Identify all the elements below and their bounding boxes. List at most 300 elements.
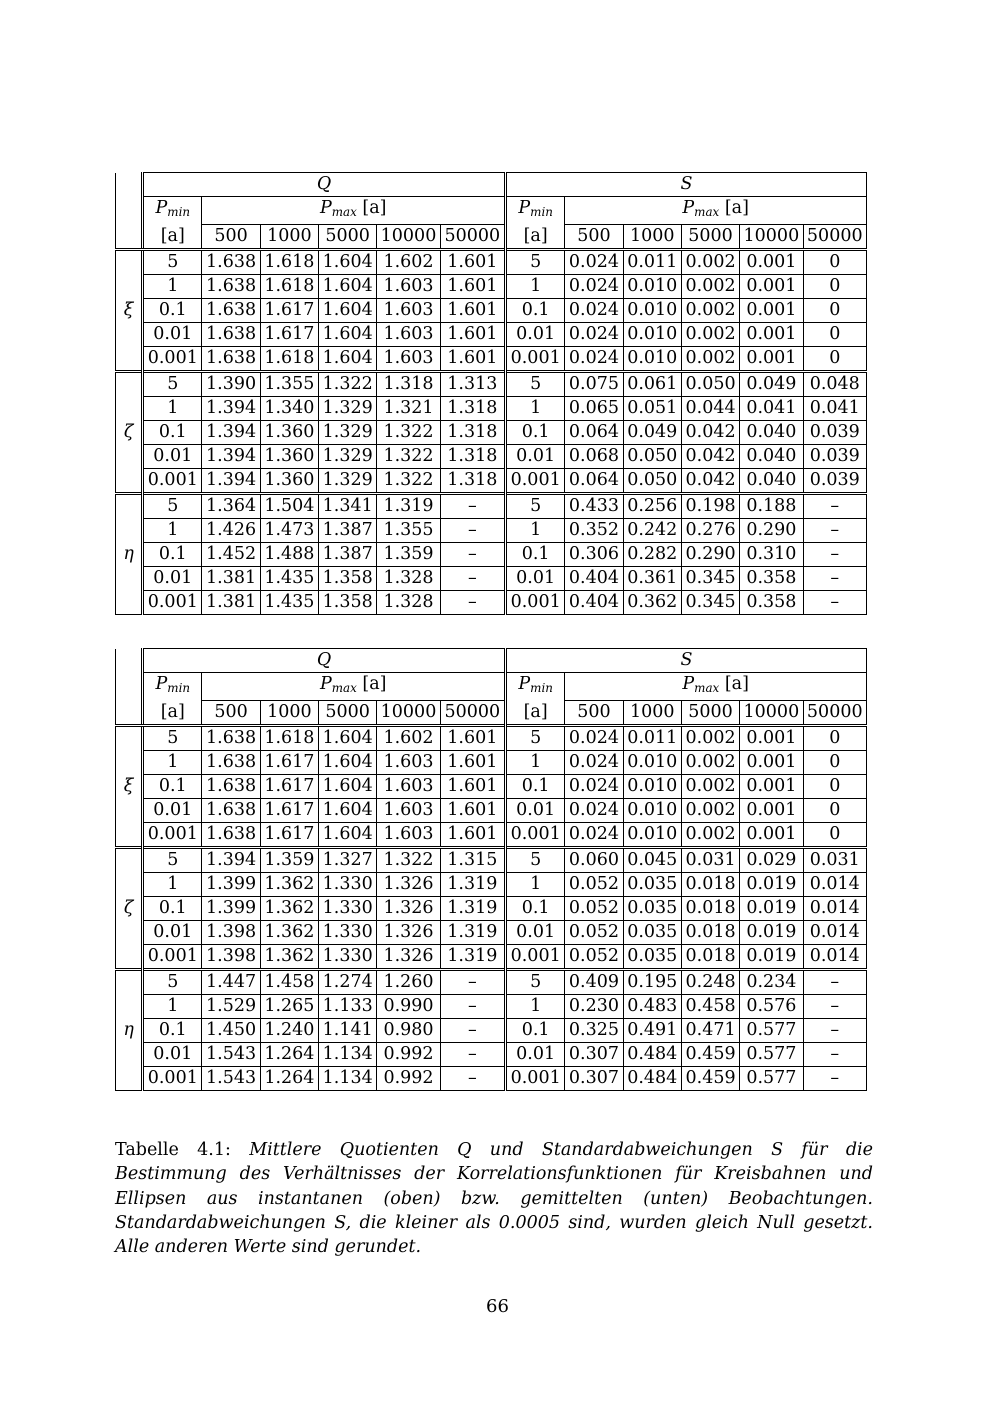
q-value-cell: 1.133 [319,994,377,1018]
s-value-cell: – [803,566,866,590]
s-value-cell: 0.014 [803,944,866,969]
p-subscript: min [167,205,191,220]
pmax-value-header: 500 [202,224,260,249]
s-value-cell: – [803,518,866,542]
s-value-cell: 0.001 [740,274,803,298]
group-header-s [506,173,867,197]
q-value-cell: 1.319 [440,872,505,896]
pmin-cell: 0.001 [506,822,565,847]
s-value-cell: 0 [803,774,866,798]
table-row [116,798,867,822]
q-value-cell: 1.458 [260,969,318,994]
page-number: 66 [486,1296,509,1317]
pmin-unit-s: [a] [506,700,565,725]
pmin-cell: 0.01 [143,566,202,590]
s-value-cell: 0 [803,822,866,847]
q-value-cell: 1.362 [260,896,318,920]
p-subscript: max [694,680,720,695]
results-table-instantaneous [115,172,867,615]
q-value-cell: – [440,969,505,994]
q-value-cell: 1.381 [202,566,260,590]
q-value-cell: 1.617 [260,798,318,822]
table-row [116,847,867,872]
pmin-cell: 0.01 [143,798,202,822]
s-value-cell: 0.459 [681,1066,739,1090]
q-value-cell: 1.264 [260,1066,318,1090]
q-value-cell: – [440,566,505,590]
s-value-cell: 0.001 [740,346,803,371]
s-value-cell: 0.290 [740,518,803,542]
header-row-group [116,173,867,197]
table-row [116,396,867,420]
pmax-value-header: 500 [202,700,260,725]
pmin-unit-q: [a] [143,224,202,249]
q-value-cell: 1.601 [440,274,505,298]
s-value-cell: 0.002 [681,822,739,847]
s-value-cell: 0.031 [681,847,739,872]
pmin-cell: 0.1 [143,298,202,322]
pmin-cell: 1 [143,872,202,896]
q-value-cell: 1.426 [202,518,260,542]
q-value-cell: 1.617 [260,822,318,847]
s-value-cell: 0.001 [740,822,803,847]
s-value-cell: 0.050 [623,444,681,468]
table-row [116,468,867,493]
pmin-cell: 1 [506,518,565,542]
q-value-cell: 1.394 [202,444,260,468]
p-symbol: P [319,198,332,218]
q-value-cell: 1.601 [440,725,505,750]
row-group-symbol: ζ [116,847,143,969]
pmax-value-header: 1000 [260,224,318,249]
q-value-cell: – [440,590,505,614]
pmin-cell: 0.01 [506,322,565,346]
s-value-cell: 0.290 [681,542,739,566]
pmin-cell: 1 [506,994,565,1018]
p-subscript: max [694,204,720,219]
q-value-cell: 1.603 [377,798,440,822]
pmax-unit: [a] [362,198,387,218]
s-value-cell: 0.002 [681,798,739,822]
q-value-cell: 1.604 [319,322,377,346]
q-value-cell: 1.265 [260,994,318,1018]
s-value-cell: 0.282 [623,542,681,566]
row-group-symbol: ξ [116,725,143,847]
s-value-cell: 0.010 [623,274,681,298]
s-value-cell: 0.052 [565,872,623,896]
p-subscript: max [331,204,357,219]
s-value-cell: – [803,542,866,566]
q-value-cell: 1.355 [377,518,440,542]
group-header-q [143,649,506,673]
q-value-cell: 1.543 [202,1042,260,1066]
s-value-cell: 0.002 [681,322,739,346]
s-value-cell: 0.064 [565,468,623,493]
s-value-cell: 0.002 [681,725,739,750]
q-value-cell: 1.318 [377,371,440,396]
table-row [116,420,867,444]
s-value-cell: 0.024 [565,274,623,298]
table-row [116,920,867,944]
s-value-cell: 0.011 [623,725,681,750]
s-value-cell: 0.002 [681,346,739,371]
q-value-cell: 1.617 [260,750,318,774]
q-value-cell: 1.329 [319,396,377,420]
q-value-cell: 1.399 [202,872,260,896]
q-value-cell: 1.601 [440,322,505,346]
results-table-averaged [115,648,867,1091]
header-row-labels [116,197,867,225]
s-value-cell: 0.577 [740,1066,803,1090]
pmin-cell: 0.01 [143,920,202,944]
pmin-cell: 5 [143,725,202,750]
q-value-cell: 1.603 [377,346,440,371]
q-value-cell: 1.360 [260,444,318,468]
q-value-cell: 1.341 [319,493,377,518]
q-value-cell: 1.318 [440,468,505,493]
s-value-cell: 0.010 [623,798,681,822]
s-value-cell: 0.230 [565,994,623,1018]
row-group-symbol: ζ [116,371,143,493]
q-value-cell: 1.387 [319,518,377,542]
s-value-cell: 0.310 [740,542,803,566]
s-value-cell: 0.306 [565,542,623,566]
q-value-cell: 1.340 [260,396,318,420]
q-value-cell: 1.618 [260,346,318,371]
s-value-cell: – [803,1018,866,1042]
q-value-cell: 1.601 [440,298,505,322]
s-value-cell: 0.345 [681,566,739,590]
s-value-cell: 0.042 [681,420,739,444]
q-value-cell: 1.319 [377,493,440,518]
table-row [116,444,867,468]
s-value-cell: 0.010 [623,822,681,847]
s-value-cell: 0.362 [623,590,681,614]
group-header-q [143,173,506,197]
q-value-cell: 1.313 [440,371,505,396]
q-value-cell: 1.355 [260,371,318,396]
q-value-cell: 1.321 [377,396,440,420]
q-value-cell: 1.604 [319,298,377,322]
pmin-unit-s: [a] [506,224,565,249]
pmax-value-header: 5000 [681,700,739,725]
q-value-cell: 1.601 [440,774,505,798]
p-subscript: min [530,205,553,220]
pmax-value-header: 500 [565,700,623,725]
p-symbol: P [155,198,168,219]
q-value-cell: 1.330 [319,944,377,969]
s-value-cell: 0.024 [565,774,623,798]
pmin-cell: 0.01 [506,1042,565,1066]
s-value-cell: 0.031 [803,847,866,872]
s-value-cell: 0.024 [565,346,623,371]
q-value-cell: 1.603 [377,750,440,774]
s-value-cell: 0.049 [623,420,681,444]
q-value-cell: 1.604 [319,774,377,798]
q-value-cell: – [440,994,505,1018]
s-value-cell: – [803,590,866,614]
table-row [116,1066,867,1090]
pmin-cell: 0.01 [506,920,565,944]
s-value-cell: 0.035 [623,896,681,920]
s-value-cell: 0.039 [803,444,866,468]
q-value-cell: 1.330 [319,872,377,896]
q-value-cell: 1.360 [260,468,318,493]
s-value-cell: – [803,493,866,518]
table-row [116,298,867,322]
q-value-cell: 1.604 [319,822,377,847]
pmin-cell: 0.1 [506,298,565,322]
s-value-cell: 0.024 [565,798,623,822]
s-value-cell: 0.039 [803,468,866,493]
q-value-cell: 1.240 [260,1018,318,1042]
q-value-cell: 1.318 [440,420,505,444]
s-value-cell: 0.352 [565,518,623,542]
row-group-symbol: η [116,969,143,1090]
s-value-cell: 0.029 [740,847,803,872]
s-value-cell: 0.001 [740,249,803,274]
q-value-cell: 1.326 [377,896,440,920]
s-value-cell: 0.045 [623,847,681,872]
pmin-cell: 0.001 [143,822,202,847]
q-value-cell: 1.638 [202,725,260,750]
q-value-cell: 1.322 [377,847,440,872]
p-subscript: max [331,680,357,695]
pmax-value-header: 5000 [681,224,739,249]
s-value-cell: 0.024 [565,249,623,274]
s-value-cell: 0.019 [740,944,803,969]
pmax-value-header: 50000 [803,224,866,249]
q-value-cell: 1.435 [260,566,318,590]
table-row [116,542,867,566]
s-value-cell: 0.433 [565,493,623,518]
s-value-cell: 0.001 [740,774,803,798]
pmin-cell: 0.01 [506,444,565,468]
pmax-value-header: 1000 [623,700,681,725]
pmin-cell: 0.1 [143,1018,202,1042]
q-value-cell: 1.601 [440,798,505,822]
pmin-cell: 5 [143,371,202,396]
q-value-cell: 1.543 [202,1066,260,1090]
pmin-cell: 0.01 [143,322,202,346]
pmin-cell: 0.1 [143,774,202,798]
pmax-unit: [a] [362,674,387,694]
s-value-cell: 0.002 [681,774,739,798]
q-value-cell: 1.617 [260,774,318,798]
s-value-cell: 0 [803,798,866,822]
q-value-cell: 1.617 [260,322,318,346]
pmin-cell: 5 [143,969,202,994]
s-value-cell: 0.024 [565,750,623,774]
s-value-cell: 0.484 [623,1042,681,1066]
pmin-cell: 5 [143,493,202,518]
pmin-cell: 1 [143,518,202,542]
s-value-cell: 0.052 [565,896,623,920]
table-row [116,274,867,298]
pmin-cell: 5 [143,249,202,274]
table-row [116,1018,867,1042]
pmin-header-s [506,673,565,701]
s-value-cell: – [803,1042,866,1066]
s-value-cell: 0.019 [740,872,803,896]
q-value-cell: 1.260 [377,969,440,994]
q-value-cell: 1.329 [319,444,377,468]
s-value-cell: 0.040 [740,420,803,444]
table-row [116,518,867,542]
s-value-cell: 0.307 [565,1066,623,1090]
s-value-cell: 0.019 [740,920,803,944]
q-value-cell: 1.447 [202,969,260,994]
pmin-cell: 5 [143,847,202,872]
q-value-cell: 1.327 [319,847,377,872]
s-value-cell: – [803,994,866,1018]
s-value-cell: 0 [803,725,866,750]
pmin-cell: 5 [506,847,565,872]
q-value-cell: 1.330 [319,920,377,944]
q-value-cell: 1.141 [319,1018,377,1042]
pmax-value-header: 10000 [377,224,440,249]
q-value-cell: 1.326 [377,944,440,969]
s-value-cell: 0.483 [623,994,681,1018]
s-value-cell: 0.024 [565,298,623,322]
pmax-value-header: 50000 [803,700,866,725]
row-group-symbol: ξ [116,249,143,371]
q-value-cell: 1.602 [377,249,440,274]
s-value-cell: 0.039 [803,420,866,444]
q-value-cell: 1.319 [440,920,505,944]
p-symbol: P [518,674,531,695]
s-value-cell: 0.048 [803,371,866,396]
s-value-cell: 0.307 [565,1042,623,1066]
s-value-cell: 0.035 [623,920,681,944]
s-value-cell: 0.256 [623,493,681,518]
q-value-cell: 1.504 [260,493,318,518]
q-value-cell: 1.604 [319,798,377,822]
q-value-cell: 1.601 [440,822,505,847]
pmax-value-header: 10000 [740,224,803,249]
table-row [116,774,867,798]
p-symbol: P [682,674,695,694]
s-value-cell: 0.404 [565,566,623,590]
p-symbol: P [682,198,695,218]
pmin-cell: 1 [506,750,565,774]
header-row-values [116,224,867,249]
q-value-cell: 1.638 [202,346,260,371]
s-value-cell: 0.577 [740,1018,803,1042]
s-value-cell: 0.041 [803,396,866,420]
s-value-cell: 0.040 [740,468,803,493]
q-value-cell: 1.529 [202,994,260,1018]
pmin-cell: 0.1 [506,896,565,920]
q-value-cell: 1.638 [202,298,260,322]
s-value-cell: 0.002 [681,298,739,322]
q-value-cell: 1.398 [202,920,260,944]
pmin-cell: 1 [143,994,202,1018]
q-value-cell: 1.638 [202,750,260,774]
q-value-cell: 1.618 [260,725,318,750]
q-value-cell: 1.604 [319,725,377,750]
s-value-cell: 0 [803,322,866,346]
s-value-cell: 0.234 [740,969,803,994]
s-value-cell: 0.002 [681,274,739,298]
q-value-cell: 1.603 [377,822,440,847]
table-row [116,322,867,346]
pmin-cell: 1 [143,274,202,298]
p-symbol: P [518,198,531,219]
s-value-cell: 0.044 [681,396,739,420]
s-symbol: S [680,174,693,194]
q-value-cell: 1.638 [202,822,260,847]
s-value-cell: 0.345 [681,590,739,614]
q-value-cell: 1.604 [319,249,377,274]
q-value-cell: 1.274 [319,969,377,994]
pmax-unit: [a] [724,674,749,694]
q-value-cell: 1.638 [202,274,260,298]
header-row-values [116,700,867,725]
q-value-cell: 1.387 [319,542,377,566]
s-value-cell: 0.484 [623,1066,681,1090]
q-value-cell: 1.488 [260,542,318,566]
pmax-value-header: 1000 [260,700,318,725]
pmin-cell: 0.1 [506,420,565,444]
q-value-cell: 1.450 [202,1018,260,1042]
s-value-cell: 0.060 [565,847,623,872]
s-value-cell: 0.050 [681,371,739,396]
s-value-cell: 0.248 [681,969,739,994]
table-row [116,493,867,518]
caption-text: Mittlere Quotienten Q und Standardabweichungen S für die Bestimmung des Verhältnisses der Korrelationsfunktionen für Kreisbahnen und Ellipsen aus instantanen (oben) bzw. gemittelten (unten) Beobachtungen. Standardabweichungen S, die kleiner als 0.0005 sind, wurden gleich Null gesetzt. Alle anderen Werte sind gerundet. [115,1140,873,1258]
s-value-cell: 0.018 [681,896,739,920]
pmin-cell: 1 [143,396,202,420]
s-value-cell: 0.001 [740,322,803,346]
pmin-cell: 5 [506,969,565,994]
q-value-cell: 1.329 [319,468,377,493]
pmin-cell: 5 [506,249,565,274]
pmax-header-s [565,197,867,225]
q-value-cell: – [440,1018,505,1042]
q-value-cell: 1.399 [202,896,260,920]
table-row [116,725,867,750]
q-value-cell: 1.394 [202,420,260,444]
s-value-cell: 0.049 [740,371,803,396]
caption-label: Tabelle 4.1: [115,1140,231,1160]
pmin-cell: 0.01 [143,1042,202,1066]
pmin-cell: 0.001 [143,346,202,371]
pmin-cell: 0.01 [506,798,565,822]
s-value-cell: 0 [803,298,866,322]
s-value-cell: 0.042 [681,468,739,493]
s-value-cell: 0.019 [740,896,803,920]
q-value-cell: 1.329 [319,420,377,444]
s-value-cell: 0.035 [623,944,681,969]
q-value-cell: 1.362 [260,920,318,944]
q-value-cell: 1.638 [202,322,260,346]
pmin-cell: 0.001 [506,1066,565,1090]
pmin-cell: 0.1 [506,774,565,798]
q-value-cell: 0.990 [377,994,440,1018]
pmin-header-q [143,673,202,701]
pmin-cell: 5 [506,371,565,396]
s-value-cell: 0.276 [681,518,739,542]
q-value-cell: 1.322 [319,371,377,396]
pmin-cell: 0.001 [143,468,202,493]
pmin-cell: 1 [143,750,202,774]
group-header-s [506,649,867,673]
s-symbol: S [680,650,693,670]
s-value-cell: 0.358 [740,590,803,614]
table-row [116,872,867,896]
s-value-cell: 0.010 [623,346,681,371]
